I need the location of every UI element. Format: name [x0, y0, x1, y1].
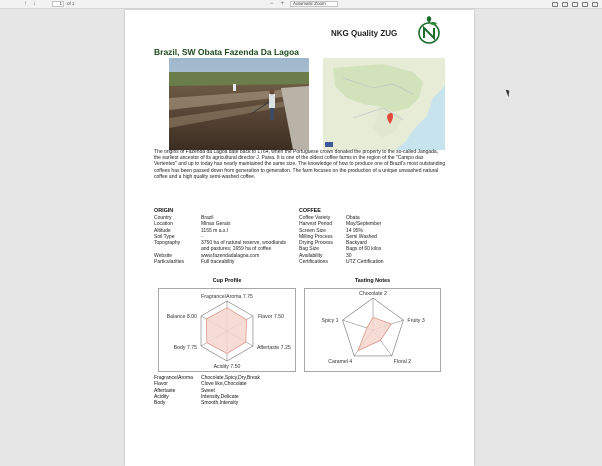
field-label: Acidity	[154, 393, 169, 400]
zoom-out-button[interactable]: −	[269, 1, 274, 7]
cup-profile-chart	[158, 288, 296, 372]
field-label: Coffee Variety	[299, 215, 331, 221]
cup-profile-radar	[159, 289, 295, 371]
field-value: Minas Gerais	[201, 221, 231, 228]
origin-heading: ORIGIN	[154, 208, 174, 214]
brand-name: NKG Quality ZUG	[331, 29, 398, 38]
field-value: Obata	[346, 215, 360, 221]
field-label: Certifications	[299, 259, 328, 266]
radar-axis-label: Acidity 7.50	[213, 364, 241, 370]
field-label: Location	[154, 221, 173, 228]
field-value: -	[201, 233, 203, 240]
field-value: Clove like,Chocolate	[201, 381, 247, 388]
save-icon[interactable]	[572, 2, 578, 7]
field-label: Aftertaste	[154, 387, 176, 394]
tasting-notes-heading: Tasting Notes	[354, 278, 391, 284]
radar-axis-label: Balance 8.00	[166, 314, 198, 320]
location-map	[323, 58, 445, 150]
field-value: Bags of 60 kilos	[346, 246, 382, 253]
cup-profile-heading: Cup Profile	[212, 278, 242, 284]
previous-page-icon[interactable]: ↑	[24, 1, 27, 7]
tools-icon[interactable]	[592, 2, 598, 7]
field-label: Milling Process	[299, 233, 333, 240]
nkg-logo-icon	[415, 16, 443, 46]
field-value: UTZ Certification	[346, 259, 384, 266]
farm-description: The origins of Fazenda da Lagoa date back to 1764, when the Portuguese crown donated the property to the so-called Jangada, the earliest ancestor of its agricultural director J. Paiva. It is one of the oldest coffee farms in the region of the "Campo das Vertentes" and up to today has nearly maintained the same size. The knowledge of how to produce one of Brazil's most outstanding coffees has been passed down from generation to generation. The farm focuses on the production of a unique unwashed natural coffee and a high quality semi-washed coffee.	[154, 149, 446, 180]
table-row	[299, 259, 439, 265]
zoom-select[interactable]: Automatic Zoom	[290, 1, 338, 7]
bookmark-icon[interactable]	[582, 2, 588, 7]
field-value: Backyard	[346, 240, 367, 247]
presentation-icon[interactable]	[552, 2, 558, 7]
document-page	[125, 10, 474, 466]
tasting-notes-chart	[304, 288, 441, 372]
field-label: Body	[154, 400, 166, 407]
radar-axis-label: Floral 2	[393, 358, 412, 365]
field-label: Topography	[154, 240, 181, 247]
next-page-icon[interactable]: ↓	[33, 1, 36, 7]
farm-photo	[169, 58, 309, 150]
field-label: Altitude	[154, 227, 171, 234]
field-label: Flavor	[154, 381, 168, 388]
page-count-label: of 1	[67, 1, 75, 6]
radar-axis-label: Body 7.75	[173, 345, 198, 351]
coffee-heading: COFFEE	[299, 208, 321, 214]
print-icon[interactable]	[562, 2, 568, 7]
zoom-in-button[interactable]: +	[280, 1, 285, 7]
field-value: 14 95%	[346, 227, 363, 234]
radar-axis-label: Fruity 3	[407, 318, 425, 325]
radar-axis-label: Flavor 7.50	[257, 314, 284, 320]
field-label: Availability	[299, 252, 323, 259]
field-value: Brazil	[201, 215, 214, 221]
field-value: Sweet	[201, 387, 215, 394]
table-row	[154, 240, 294, 253]
field-value: 3750 ha of natural reserve, woodlands and pastures; 1659 ha of coffee	[201, 240, 287, 253]
field-label: Fragrance/Aroma	[154, 375, 193, 381]
flavor-details-table	[154, 375, 260, 406]
radar-axis-label: Chocolate 2	[359, 291, 387, 297]
table-row	[154, 400, 260, 406]
field-value: 1155 m a.s.l	[201, 227, 228, 234]
field-label: Harvest Period	[299, 221, 333, 228]
radar-axis-label: Fragrance/Aroma 7.75	[201, 294, 253, 300]
radar-axis-label: Spicy 1	[321, 318, 339, 325]
mouse-cursor-icon	[506, 89, 512, 98]
field-label: Soil Type	[154, 233, 175, 240]
document-title: Brazil, SW Obata Fazenda Da Lagoa	[154, 47, 300, 57]
radar-axis-label: Caramel 4	[328, 358, 353, 365]
toolbar-actions	[552, 0, 598, 9]
origin-table	[154, 215, 294, 265]
field-label: Drying Process	[299, 240, 333, 247]
field-value: www.fazendadalagoa.com	[201, 252, 260, 259]
table-row	[154, 259, 294, 265]
radar-axis-label: Aftertaste 7.25	[256, 345, 291, 351]
field-value: Semi Washed	[346, 233, 377, 240]
field-value: May/September	[346, 221, 382, 228]
field-label: Bag Size	[299, 246, 320, 253]
field-value: Chocolate,Spicy,Dry,Break	[201, 375, 261, 381]
pdf-toolbar	[0, 0, 602, 9]
field-label: Country	[154, 215, 172, 221]
field-label: Website	[154, 252, 172, 259]
field-value: Intensity,Delicate	[201, 393, 239, 400]
coffee-table	[299, 215, 439, 265]
tasting-notes-radar	[305, 289, 440, 371]
page-number-input[interactable]: 1	[52, 1, 64, 7]
field-value: 30	[346, 252, 352, 259]
field-value: Smooth,Intensity	[201, 400, 239, 407]
field-value: Full traceability	[201, 259, 235, 266]
field-label: Screen Size	[299, 227, 326, 234]
field-label: Particularities	[154, 259, 185, 266]
